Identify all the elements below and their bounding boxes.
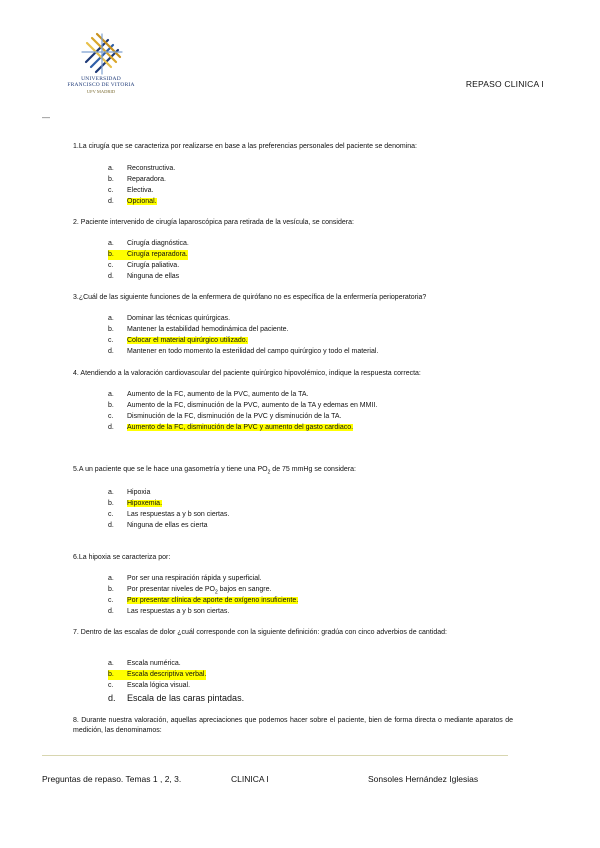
footer-author: Sonsoles Hernández Iglesias xyxy=(368,774,479,784)
option-1b: b. Reparadora. xyxy=(108,176,166,183)
option-2a: a. Cirugía diagnóstica. xyxy=(108,240,189,247)
option-6c: c. Por presentar clínica de aporte de oxígeno insuficiente. xyxy=(108,597,299,604)
option-2d: d. Ninguna de ellas xyxy=(108,273,180,280)
option-5d: d. Ninguna de ellas es cierta xyxy=(108,522,208,529)
option-4b: b. Aumento de la FC, disminución de la PVC, aumento de la TA y edemas en MMII. xyxy=(108,402,378,409)
logo-emblem-icon xyxy=(78,32,126,76)
option-6a: a. Por ser una respiración rápida y superficial. xyxy=(108,575,262,582)
footer-left: Preguntas de repaso. Temas 1 , 2, 3. xyxy=(42,774,182,784)
question-2: 2. Paciente intervenido de cirugía laparoscópica para retirada de la vesícula, se considera: xyxy=(73,219,354,226)
footer-center: CLINICA I xyxy=(231,774,269,784)
option-3b: b. Mantener la estabilidad hemodinámica del paciente. xyxy=(108,326,289,333)
option-6d: d. Las respuestas a y b son ciertas. xyxy=(108,608,230,615)
option-7c: c. Escala lógica visual. xyxy=(108,682,191,689)
option-7d: d. Escala de las caras pintadas. xyxy=(108,693,245,703)
university-logo xyxy=(60,32,142,102)
option-6b: b. Por presentar niveles de $PO_2$ bajos en sangre. xyxy=(108,586,272,596)
option-1a: a. Reconstructiva. xyxy=(108,165,176,172)
question-4: 4. Atendiendo a la valoración cardiovascular del paciente quirúrgico hipovolémico, indique la respuesta correcta: xyxy=(73,370,421,377)
header-divider: — xyxy=(42,113,50,122)
option-4c: c. Disminución de la FC, disminución de la PVC y disminución de la TA. xyxy=(108,413,342,420)
question-8: 8. Durante nuestra valoración, aquellas apreciaciones que podemos hacer sobre el paciente, bien de forma directa o mediante aparatos de medición, las denominamos: xyxy=(73,717,513,734)
option-3d: d. Mantener en todo momento la esterilidad del campo quirúrgico y todo el material. xyxy=(108,348,379,355)
option-2c: c. Cirugía paliativa. xyxy=(108,262,180,269)
logo-text: UNIVERSIDAD FRANCISCO DE VITORIA xyxy=(67,76,135,88)
option-3c: c. Colocar el material quirúrgico utilizado. xyxy=(108,337,248,344)
option-7b: b. Escala descriptiva verbal. xyxy=(108,671,207,678)
option-1c: c. Electiva. xyxy=(108,187,154,194)
option-2b: b. Cirugía reparadora. xyxy=(108,251,188,258)
option-1d: d. Opcional. xyxy=(108,198,157,205)
question-3: 3.¿Cuál de las siguiente funciones de la enfermera de quirófano no es específica de la enfermería perioperatoria? xyxy=(73,294,427,301)
option-5a: a. Hipoxia xyxy=(108,489,151,496)
option-4a: a. Aumento de la FC, aumento de la PVC, aumento de la TA. xyxy=(108,391,309,398)
option-5c: c. Las respuestas a y b son ciertas. xyxy=(108,511,230,518)
question-6: 6.La hipoxia se caracteriza por: xyxy=(73,554,171,561)
document-title: REPASO CLINICA I xyxy=(465,79,544,89)
logo-subtext: UFV MADRID xyxy=(86,89,116,94)
question-5: 5.A un paciente que se le hace una gasometría y tiene una $PO_2$ de 75 mmHg se considera: xyxy=(73,466,356,476)
question-1: 1.La cirugía que se caracteriza por realizarse en base a las preferencias personales del paciente se denomina: xyxy=(73,143,417,150)
option-3a: a. Dominar las técnicas quirúrgicas. xyxy=(108,315,231,322)
option-5b: b. Hipoxemia. xyxy=(108,500,163,507)
option-4d: d. Aumento de la FC, disminución de la PVC y aumento del gasto cardiaco. xyxy=(108,424,354,431)
question-7: 7. Dentro de las escalas de dolor ¿cuál corresponde con la siguiente definición: gradúa con cinco adverbios de cantidad: xyxy=(73,629,447,636)
option-7a: a. Escala numérica. xyxy=(108,660,181,667)
footer-divider xyxy=(42,755,508,756)
